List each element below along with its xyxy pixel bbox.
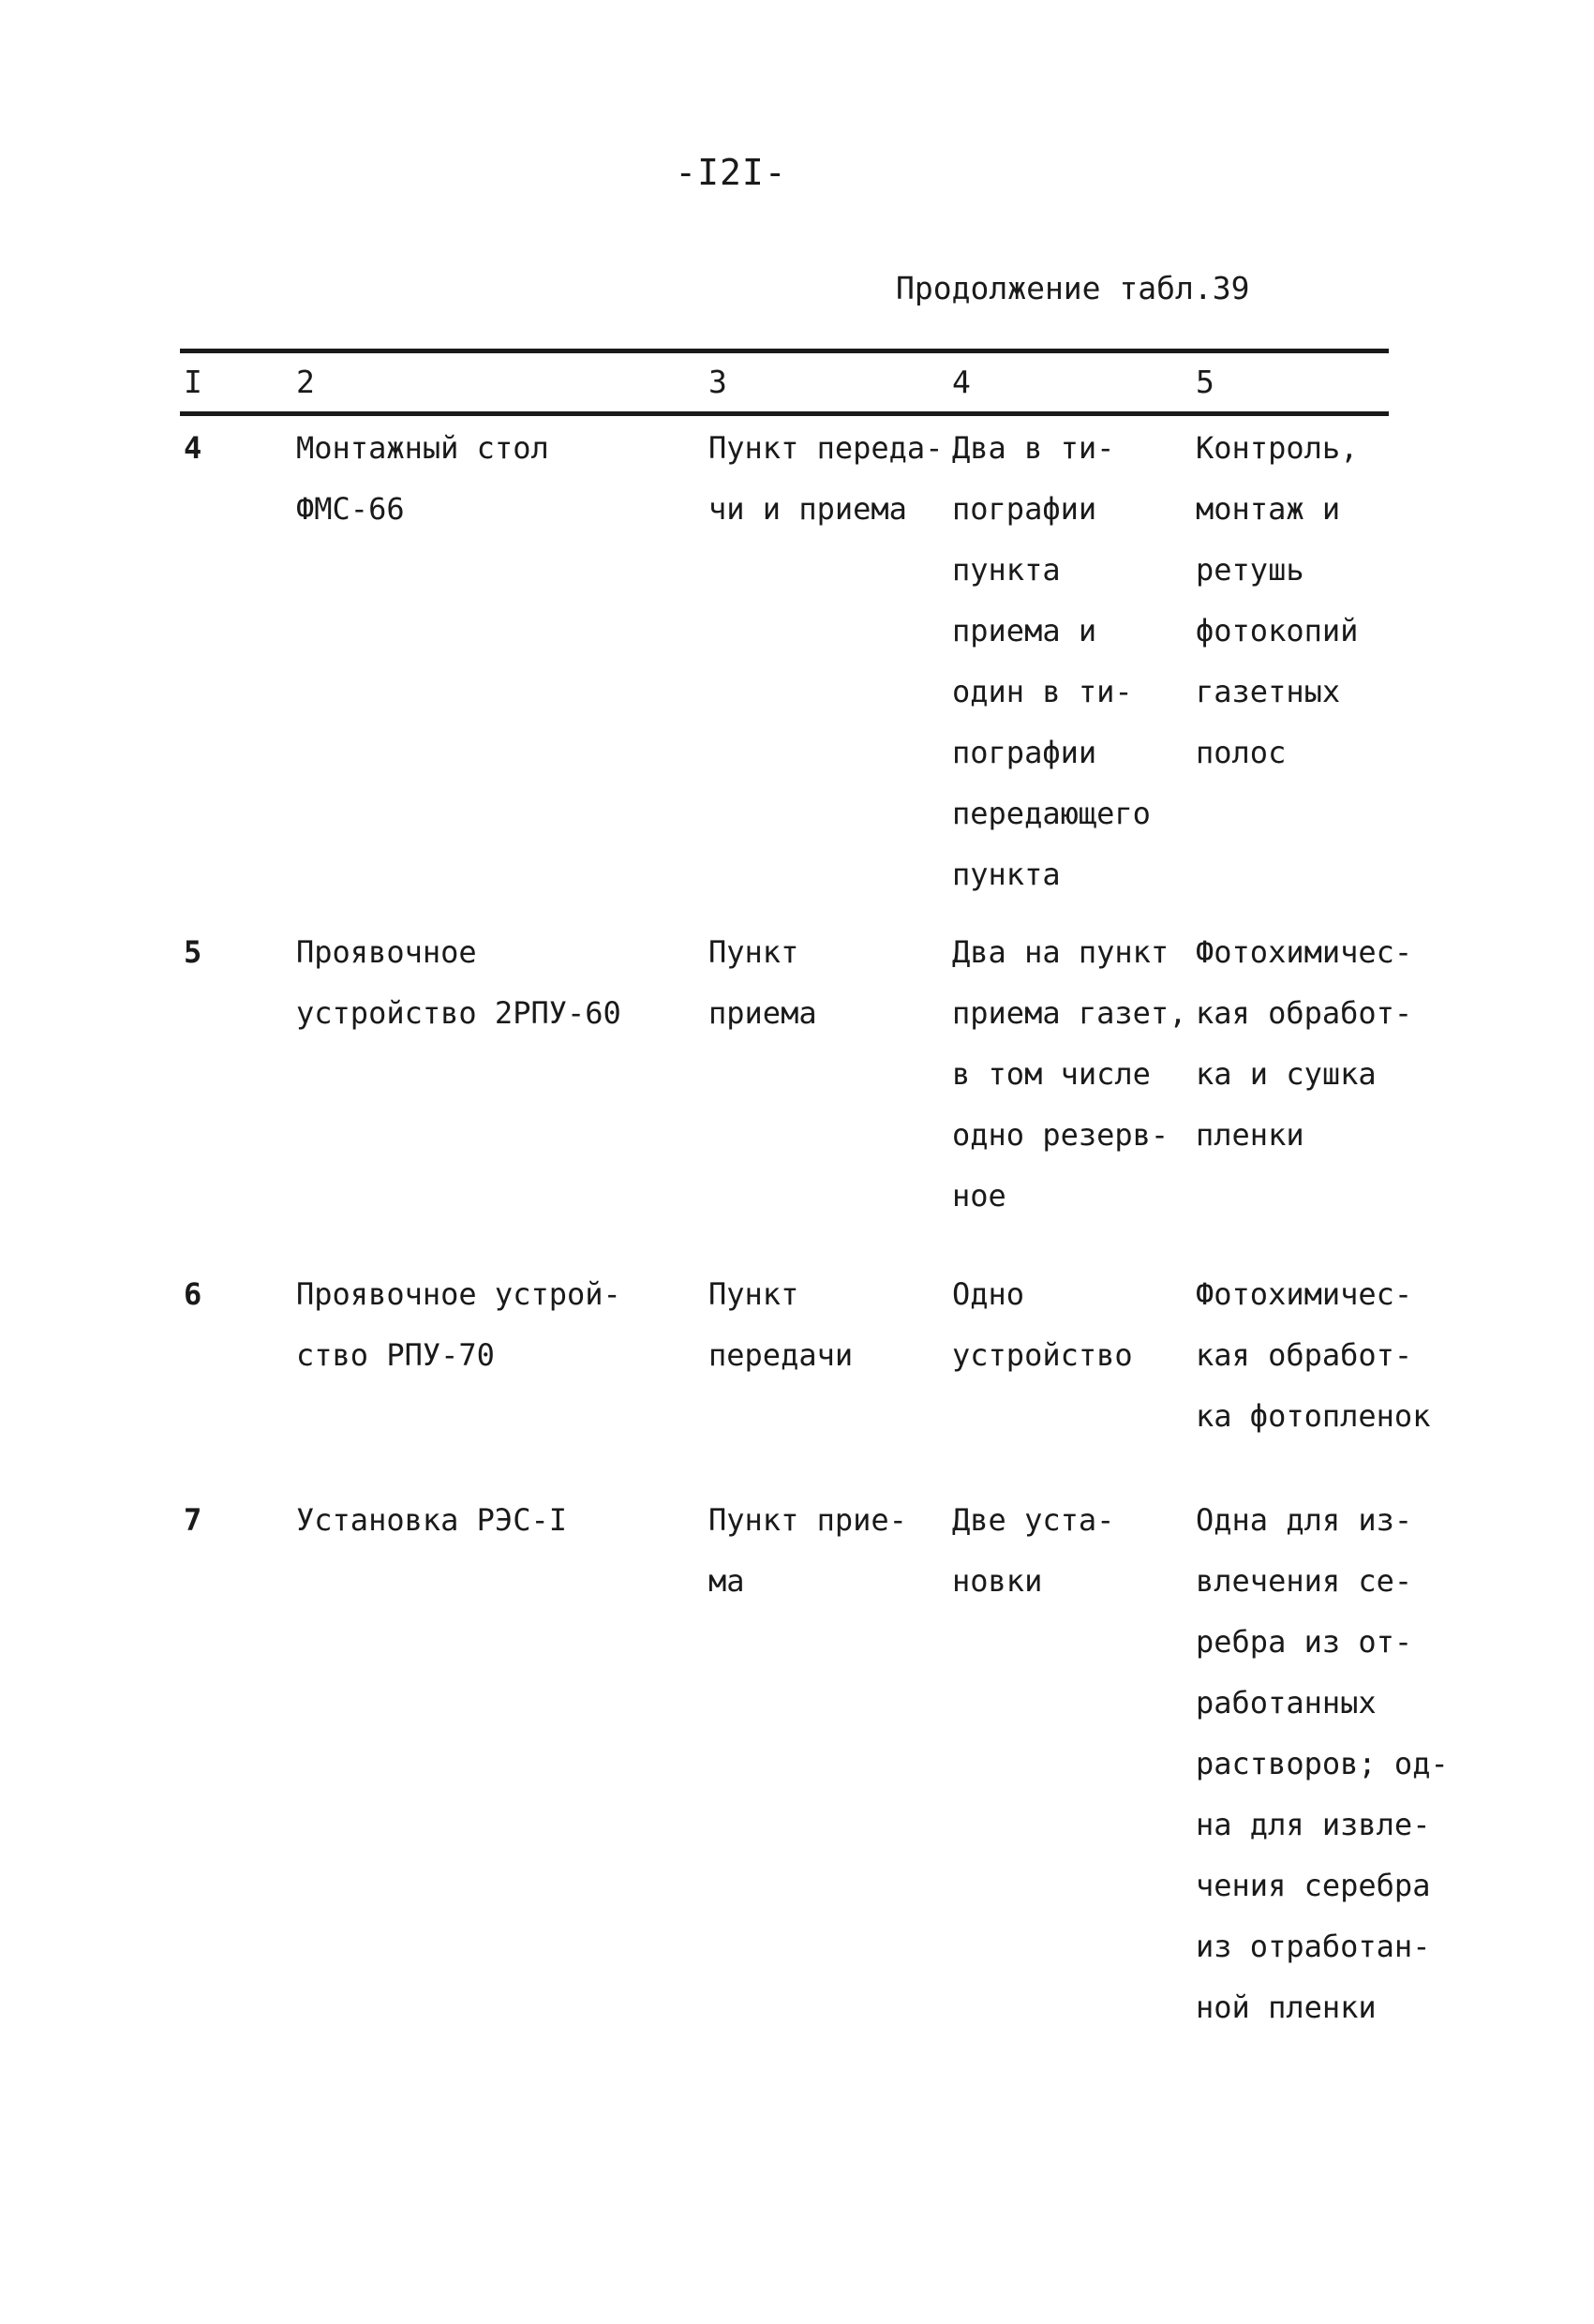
table-header-col-1: I bbox=[184, 364, 202, 400]
purpose: Контроль, монтаж и ретушь фотокопий газетных полос bbox=[1196, 430, 1359, 770]
purpose: Фотохимичес- кая обработ- ка фотопленок bbox=[1196, 1276, 1431, 1434]
row-number: 4 bbox=[184, 430, 202, 466]
purpose: Фотохимичес- кая обработ- ка и сушка пленки bbox=[1196, 934, 1413, 1153]
row-number: 7 bbox=[184, 1502, 202, 1538]
table-top-rule bbox=[180, 349, 1389, 353]
location: Пункт передачи bbox=[708, 1276, 854, 1373]
table-continuation-caption: Продолжение табл.39 bbox=[896, 270, 1250, 306]
equipment-name: Установка РЭС-I bbox=[296, 1502, 567, 1538]
table-header-col-2: 2 bbox=[296, 364, 315, 400]
location: Пункт приема bbox=[708, 934, 817, 1031]
page-number: -I2I- bbox=[675, 152, 787, 193]
equipment-name: Проявочное устройство 2РПУ-60 bbox=[296, 934, 621, 1031]
equipment-name: Монтажный стол ФМС-66 bbox=[296, 430, 549, 527]
purpose: Одна для из- влечения се- ребра из от- работанных растворов; од- на для извле- чения серебра из отработан- ной пленки bbox=[1196, 1502, 1449, 2025]
table-header-rule bbox=[180, 411, 1389, 416]
quantity: Два на пункт приема газет, в том числе одно резерв- ное bbox=[952, 934, 1187, 1214]
location: Пункт переда- чи и приема bbox=[708, 430, 944, 527]
quantity: Две уста- новки bbox=[952, 1502, 1115, 1599]
row-number: 6 bbox=[184, 1276, 202, 1312]
row-number: 5 bbox=[184, 934, 202, 970]
table-header-col-5: 5 bbox=[1196, 364, 1214, 400]
quantity: Одно устройство bbox=[952, 1276, 1133, 1373]
table-header-col-4: 4 bbox=[952, 364, 971, 400]
location: Пункт прие- ма bbox=[708, 1502, 907, 1599]
equipment-name: Проявочное устрой- ство РПУ-70 bbox=[296, 1276, 621, 1373]
table-header-col-3: 3 bbox=[708, 364, 727, 400]
quantity: Два в ти- пографии пункта приема и один в ти- пографии передающего пункта bbox=[952, 430, 1151, 892]
